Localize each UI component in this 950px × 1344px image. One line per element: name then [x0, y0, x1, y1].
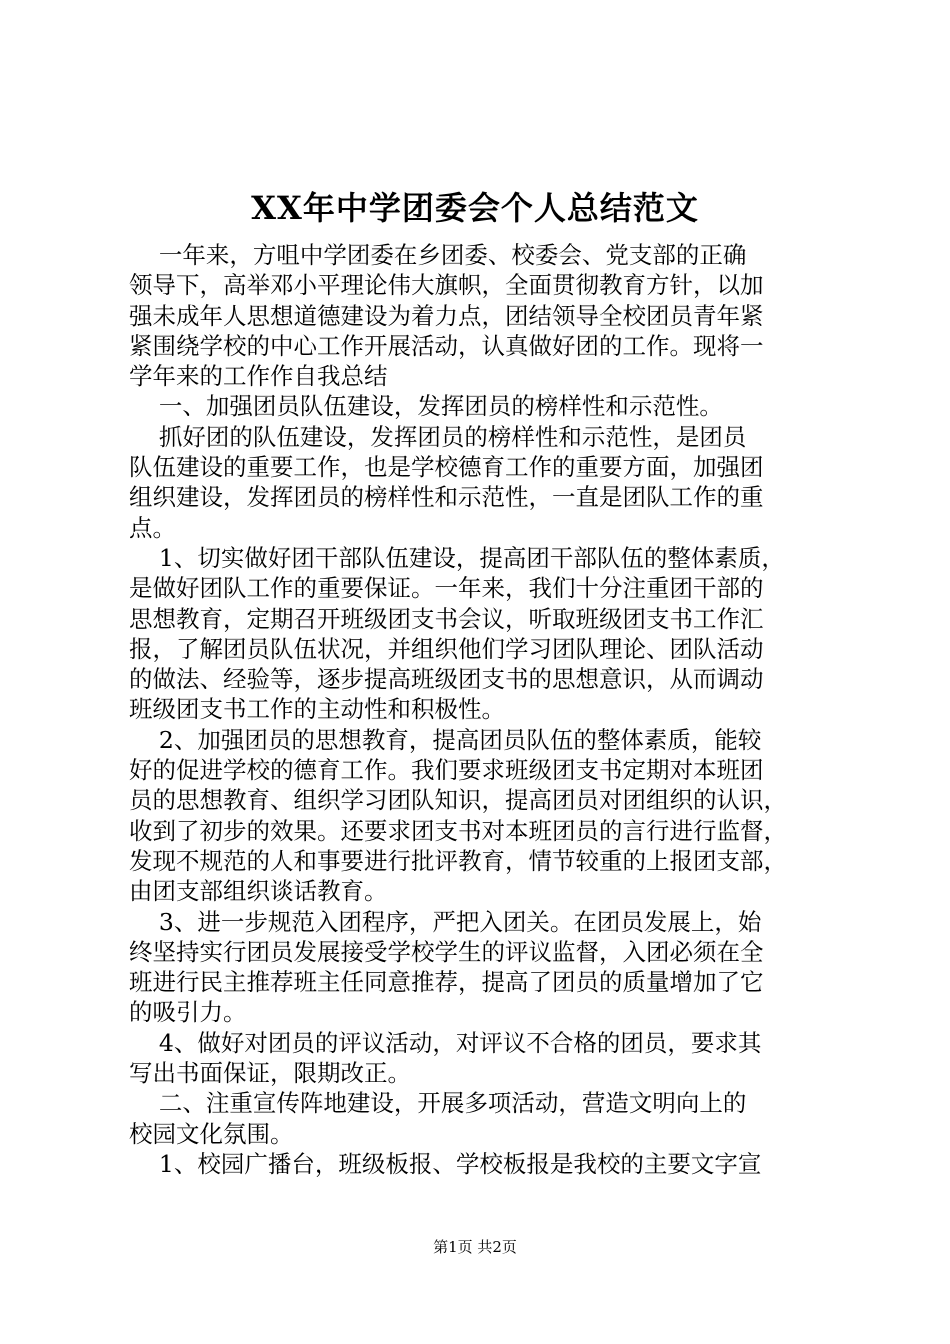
body-line: 学年来的工作作自我总结 — [129, 362, 388, 391]
body-line: 二、注重宣传阵地建设，开展多项活动，营造文明向上的 — [129, 1089, 747, 1118]
body-line: 思想教育，定期召开班级团支书会议，听取班级团支书工作汇 — [129, 604, 764, 633]
body-line: 是做好团队工作的重要保证。一年来，我们十分注重团干部的 — [129, 574, 764, 603]
document-title: XX年中学团委会个人总结范文 — [251, 189, 699, 227]
body-line: 终坚持实行团员发展接受学校学生的评议监督，入团必须在全 — [129, 937, 764, 966]
body-line: 发现不规范的人和事要进行批评教育，情节较重的上报团支部， — [129, 846, 787, 875]
body-line: 班级团支书工作的主动性和积极性。 — [129, 695, 505, 724]
body-line: 点。 — [129, 513, 176, 542]
body-line: 组织建设，发挥团员的榜样性和示范性，一直是团队工作的重 — [129, 483, 764, 512]
body-line: 队伍建设的重要工作，也是学校德育工作的重要方面，加强团 — [129, 453, 764, 482]
body-line: 报，了解团员队伍状况，并组织他们学习团队理论、团队活动 — [129, 634, 764, 663]
body-line: 的做法、经验等，逐步提高班级团支书的思想意识，从而调动 — [129, 665, 764, 694]
body-line: 员的思想教育、组织学习团队知识，提高团员对团组织的认识， — [129, 786, 787, 815]
body-line: 1、切实做好团干部队伍建设，提高团干部队伍的整体素质， — [129, 543, 785, 572]
page-footer: 第1页 共2页 — [433, 1238, 517, 1256]
body-line: 抓好团的队伍建设，发挥团员的榜样性和示范性，是团员 — [129, 422, 747, 451]
body-line: 由团支部组织谈话教育。 — [129, 877, 388, 906]
body-line: 一年来，方咀中学团委在乡团委、校委会、党支部的正确 — [129, 241, 747, 269]
body-line: 3、进一步规范入团程序，严把入团关。在团员发展上，始 — [129, 907, 762, 936]
body-line: 2、加强团员的思想教育，提高团员队伍的整体素质，能较 — [129, 725, 762, 754]
body-line: 4、做好对团员的评议活动，对评议不合格的团员，要求其 — [129, 1028, 762, 1057]
body-line: 写出书面保证，限期改正。 — [129, 1059, 411, 1088]
body-line: 强未成年人思想道德建设为着力点，团结领导全校团员青年紧 — [129, 301, 764, 330]
body-line: 好的促进学校的德育工作。我们要求班级团支书定期对本班团 — [129, 756, 764, 785]
body-line: 校园文化氛围。 — [129, 1119, 294, 1148]
body-line: 紧围绕学校的中心工作开展活动，认真做好团的工作。现将一 — [129, 331, 764, 360]
body-line: 的吸引力。 — [129, 998, 247, 1027]
body-line: 一、加强团员队伍建设，发挥团员的榜样性和示范性。 — [129, 392, 723, 421]
body-line: 收到了初步的效果。还要求团支书对本班团员的言行进行监督， — [129, 816, 787, 845]
body-line: 1、校园广播台，班级板报、学校板报是我校的主要文字宣 — [129, 1149, 762, 1178]
document-body — [129, 240, 831, 1179]
body-line: 领导下，高举邓小平理论伟大旗帜，全面贯彻教育方针，以加 — [129, 271, 764, 300]
body-line: 班进行民主推荐班主任同意推荐，提高了团员的质量增加了它 — [129, 968, 764, 997]
